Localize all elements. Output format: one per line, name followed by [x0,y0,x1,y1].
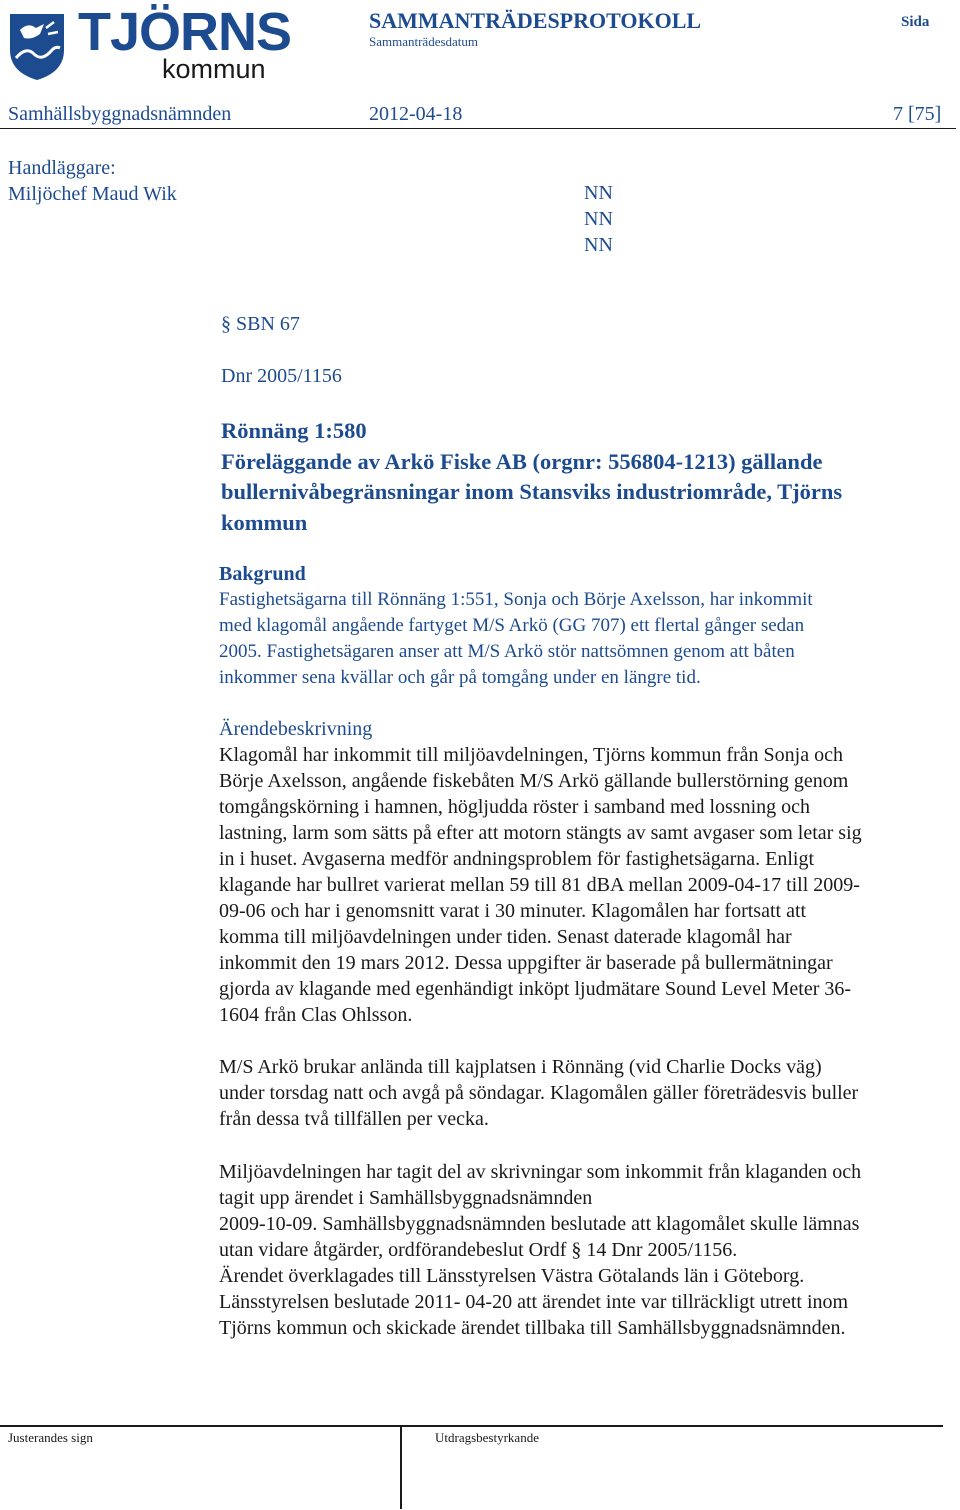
arende-section [219,716,862,1028]
page-label: Sida [901,14,930,30]
text-line: Ärendet överklagades till Länsstyrelsen Västra Götalands län i Göteborg. [219,1265,805,1287]
nn-item: NN [584,234,613,256]
text-line: lastning, larm som sätts på efter att motorn stängts av samt avgaser som letar sig [219,822,862,844]
crest-icon [6,10,68,82]
footer-utdragsbestyrkande: Utdragsbestyrkande [435,1430,539,1445]
nn-list [584,180,613,258]
footer-justerandes-sign: Justerandes sign [8,1430,93,1445]
text-line: Miljöavdelningen har tagit del av skrivningar som inkommit från klaganden och [219,1161,862,1183]
text-line: in i huset. Avgaserna medför andningsproblem för fastighetsägarna. Enligt [219,848,815,870]
text-line: tomgångskörning i hamnen, högljudda röster i samband med lossning och [219,796,811,818]
title-line: Rönnäng 1:580 [221,418,367,443]
logo-sub: kommun [162,54,266,84]
text-line: inkommit den 19 mars 2012. Dessa uppgifter är baserade på bullermätningar [219,952,833,974]
text-line: utan vidare åtgärder, ordförandebeslut Ordf § 14 Dnr 2005/1156. [219,1239,738,1261]
committee-name: Samhällsbyggnadsnämnden [8,103,232,125]
text-line: M/S Arkö brukar anlända till kajplatsen i Rönnäng (vid Charlie Docks väg) [219,1056,822,1078]
arende-paragraph-2 [219,1054,858,1132]
nn-item: NN [584,182,613,204]
case-title [221,416,842,538]
text-line: under torsdag natt och avgå på söndagar. Klagomålen gäller företrädesvis buller [219,1082,859,1104]
text-line: från dessa två tillfällen per vecka. [219,1108,489,1130]
page-number: 7 [75] [893,103,942,125]
paragraph-number: § SBN 67 [221,313,300,335]
text-line: Fastighetsägarna till Rönnäng 1:551, Sonja och Börje Axelsson, har inkommit [219,589,813,610]
text-line: 1604 från Clas Ohlsson. [219,1004,413,1026]
text-line: 2005. Fastighetsägaren anser att M/S Arkö stör nattsömnen genom att båten [219,641,795,662]
arende-heading: Ärendebeskrivning [219,718,373,740]
text-line: inkommer sena kvällar och går på tomgång under en längre tid. [219,667,701,688]
protocol-title: SAMMANTRÄDESPROTOKOLL [369,8,702,33]
nn-item: NN [584,208,613,230]
meeting-date: 2012-04-18 [369,103,463,125]
text-line: komma till miljöavdelningen under tiden. Senast daterade klagomål har [219,926,792,948]
text-line: Klagomål har inkommit till miljöavdelningen, Tjörns kommun från Sonja och [219,744,843,766]
title-line: kommun [221,509,308,535]
title-line: Föreläggande av Arkö Fiske AB (orgnr: 556804-1213) gällande [221,448,823,474]
title-line: bullernivåbegränsningar inom Stansviks industriområde, Tjörns [221,479,843,504]
handlaggare-block [8,155,177,207]
text-line: gjorda av klagande med egenhändigt inköpt ljudmätare Sound Level Meter 36- [219,978,852,1000]
text-line: tagit upp ärendet i Samhällsbyggnadsnämnden [219,1187,593,1209]
footer-divider [0,1425,943,1427]
dnr: Dnr 2005/1156 [221,365,342,387]
bakgrund-heading: Bakgrund [219,563,306,585]
handlaggare-name: Miljöchef Maud Wik [8,183,177,205]
text-line: med klagomål angående fartyget M/S Arkö (GG 707) ett flertal gånger sedan [219,615,805,636]
text-line: 09-06 och har i genomsnitt varat i 30 minuter. Klagomålen har fortsatt att [219,900,807,922]
bakgrund-section [219,561,813,691]
arende-paragraph-3 [219,1159,861,1341]
text-line: klagande har bullret varierat mellan 59 till 81 dBA mellan 2009-04-17 till 2009- [219,874,860,896]
meeting-date-label: Sammanträdesdatum [369,34,479,49]
header-divider [0,128,956,129]
footer-column-divider [400,1427,402,1509]
text-line: 2009-10-09. Samhällsbyggnadsnämnden beslutade att klagomålet skulle lämnas [219,1213,860,1235]
text-line: Länsstyrelsen beslutade 2011- 04-20 att ärendet inte var tillräckligt utrett inom [219,1291,849,1313]
logo-name: TJÖRNS [78,2,292,62]
text-line: Tjörns kommun och skickade ärendet tillbaka till Samhällsbyggnadsnämnden. [219,1317,846,1339]
tjorns-logo [6,2,292,84]
handlaggare-label: Handläggare: [8,157,116,179]
text-line: Börje Axelsson, angående fiskebåten M/S Arkö gällande bullerstörning genom [219,770,849,792]
